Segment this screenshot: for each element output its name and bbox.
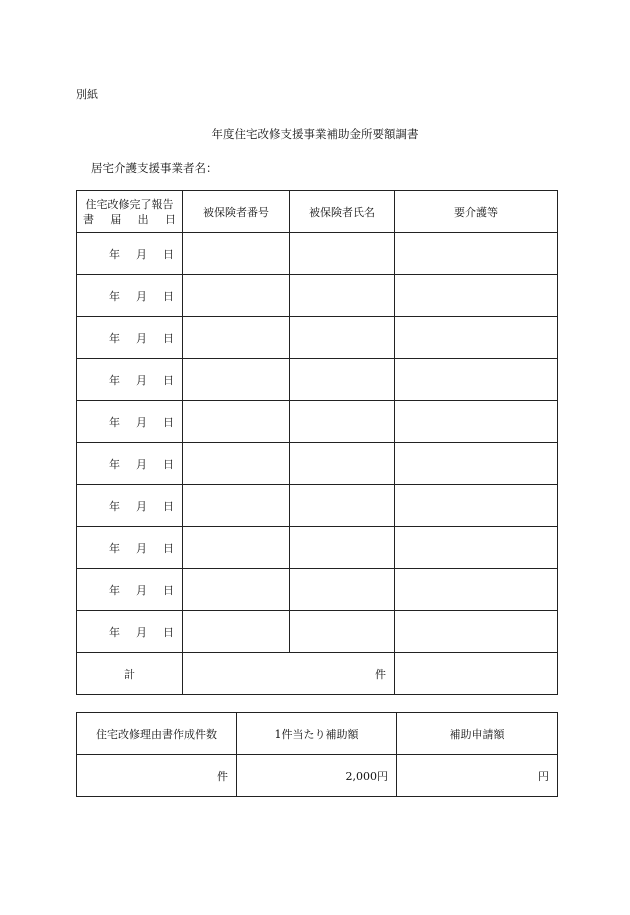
care-level-cell[interactable] (395, 569, 558, 611)
completion-date-cell[interactable] (77, 569, 183, 611)
month-unit: 月 (136, 583, 147, 597)
page-title: 年度住宅改修支援事業補助金所要額調書 (211, 127, 419, 141)
summary-reason-count-cell[interactable]: 件 (77, 755, 237, 797)
insured-number-cell[interactable] (183, 401, 290, 443)
insured-name-cell[interactable] (290, 443, 395, 485)
insured-number-cell[interactable] (183, 569, 290, 611)
care-level-cell[interactable] (395, 233, 558, 275)
table-row (77, 443, 558, 485)
table-row (77, 233, 558, 275)
attachment-label: 別紙 (76, 88, 98, 101)
insured-number-cell[interactable] (183, 527, 290, 569)
table-row (77, 611, 558, 653)
header-care-level: 要介護等 (395, 191, 558, 233)
insured-number-cell[interactable] (183, 611, 290, 653)
year-unit: 年 (109, 583, 120, 597)
insured-number-cell[interactable] (183, 359, 290, 401)
summary-header-per-case-amount: 1件当たり補助額 (237, 713, 397, 755)
month-unit: 月 (136, 331, 147, 345)
insured-name-cell[interactable] (290, 611, 395, 653)
completion-date-cell[interactable] (77, 233, 183, 275)
table-row (77, 317, 558, 359)
header-char: 出 (137, 212, 149, 226)
subsidy-table (76, 190, 558, 695)
summary-application-amount-cell[interactable]: 円 (397, 755, 558, 797)
day-unit: 日 (163, 373, 174, 387)
total-count-cell[interactable] (183, 653, 395, 695)
month-unit: 月 (136, 289, 147, 303)
care-level-cell[interactable] (395, 527, 558, 569)
year-unit: 年 (109, 247, 120, 261)
summary-value-row (77, 755, 558, 797)
header-char: 日 (164, 212, 176, 226)
insured-number-cell[interactable] (183, 443, 290, 485)
month-unit: 月 (136, 499, 147, 513)
insured-name-cell[interactable] (290, 569, 395, 611)
table-row (77, 527, 558, 569)
total-label: 計 (77, 653, 183, 695)
day-unit: 日 (163, 625, 174, 639)
header-char: 届 (110, 212, 122, 226)
insured-name-cell[interactable] (290, 485, 395, 527)
header-completion-date-line2 (77, 212, 182, 227)
care-level-cell[interactable] (395, 317, 558, 359)
total-row (77, 653, 558, 695)
insured-name-cell[interactable] (290, 275, 395, 317)
completion-date-cell[interactable] (77, 275, 183, 317)
table-header-row (77, 191, 558, 233)
completion-date-cell[interactable] (77, 359, 183, 401)
year-unit: 年 (109, 289, 120, 303)
header-char: 書 (83, 212, 94, 226)
day-unit: 日 (163, 541, 174, 555)
insured-name-cell[interactable] (290, 527, 395, 569)
day-unit: 日 (163, 331, 174, 345)
day-unit: 日 (163, 415, 174, 429)
day-unit: 日 (163, 247, 174, 261)
year-unit: 年 (109, 331, 120, 345)
care-level-cell[interactable] (395, 443, 558, 485)
completion-date-cell[interactable] (77, 443, 183, 485)
insured-name-cell[interactable] (290, 401, 395, 443)
year-unit: 年 (109, 415, 120, 429)
insured-number-cell[interactable] (183, 275, 290, 317)
month-unit: 月 (136, 625, 147, 639)
insured-number-cell[interactable] (183, 233, 290, 275)
insured-name-cell[interactable] (290, 233, 395, 275)
table-row (77, 359, 558, 401)
table-row (77, 569, 558, 611)
summary-header-row (77, 713, 558, 755)
day-unit: 日 (163, 499, 174, 513)
table-row (77, 401, 558, 443)
summary-header-application-amount: 補助申請額 (397, 713, 558, 755)
month-unit: 月 (136, 373, 147, 387)
total-empty-cell (395, 653, 558, 695)
day-unit: 日 (163, 457, 174, 471)
provider-name-label: 居宅介護支援事業者名： (91, 161, 218, 175)
summary-per-case-amount-cell: 2,000円 (237, 755, 397, 797)
summary-table (76, 712, 558, 797)
care-level-cell[interactable] (395, 275, 558, 317)
completion-date-cell[interactable] (77, 485, 183, 527)
month-unit: 月 (136, 541, 147, 555)
header-completion-date-line1: 住宅改修完了報告 (85, 197, 174, 211)
year-unit: 年 (109, 457, 120, 471)
table-row (77, 485, 558, 527)
header-insured-name: 被保険者氏名 (290, 191, 395, 233)
year-unit: 年 (109, 625, 120, 639)
care-level-cell[interactable] (395, 401, 558, 443)
header-completion-date (77, 191, 183, 233)
insured-number-cell[interactable] (183, 485, 290, 527)
insured-name-cell[interactable] (290, 317, 395, 359)
count-unit: 件 (375, 667, 386, 681)
year-unit: 年 (109, 499, 120, 513)
day-unit: 日 (163, 289, 174, 303)
summary-header-reason-count: 住宅改修理由書作成件数 (77, 713, 237, 755)
month-unit: 月 (136, 247, 147, 261)
completion-date-cell[interactable] (77, 611, 183, 653)
care-level-cell[interactable] (395, 485, 558, 527)
completion-date-cell[interactable] (77, 401, 183, 443)
day-unit: 日 (163, 583, 174, 597)
table-row (77, 275, 558, 317)
completion-date-cell[interactable] (77, 317, 183, 359)
completion-date-cell[interactable] (77, 527, 183, 569)
year-unit: 年 (109, 373, 120, 387)
care-level-cell[interactable] (395, 611, 558, 653)
insured-name-cell[interactable] (290, 359, 395, 401)
insured-number-cell[interactable] (183, 317, 290, 359)
header-insured-number: 被保険者番号 (183, 191, 290, 233)
year-unit: 年 (109, 541, 120, 555)
care-level-cell[interactable] (395, 359, 558, 401)
month-unit: 月 (136, 415, 147, 429)
month-unit: 月 (136, 457, 147, 471)
